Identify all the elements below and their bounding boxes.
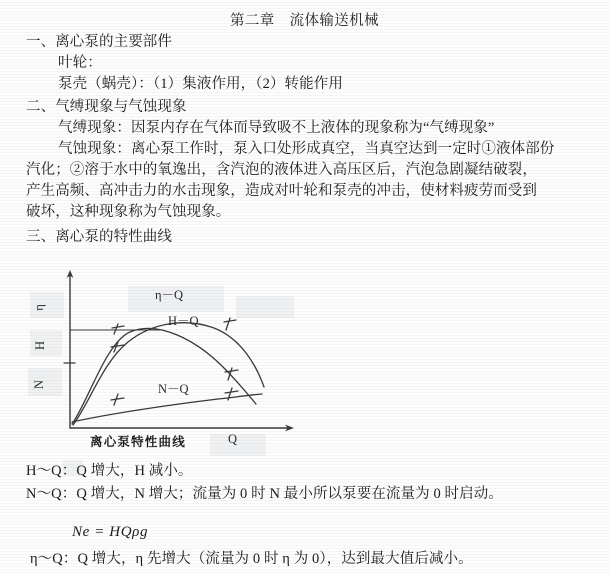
section-heading-1: 一、离心泵的主要部件 [26,34,172,50]
note-n-q: N～Q：Q 增大，N 增大；流量为 0 时 N 最小所以泵要在流量为 0 时启动。 [26,486,503,502]
formula-effective-power: Ne = HQρg [72,524,149,540]
y-axis-label-n: N [32,379,47,390]
section-1-line-1: 叶轮： [58,55,102,71]
y-axis-label-eta: η [31,304,46,311]
y-axis-label-h: H [33,340,48,351]
curve-label-eta-q: η－Q [155,288,184,302]
curve-label-n-q: N－Q [158,382,189,396]
section-2-line-5: 破坏，这种现象称为气蚀现象。 [26,204,231,220]
section-2-line-1: 气缚现象：因泵内存在气体而导致吸不上液体的现象称为“气缚现象” [58,120,495,136]
section-2-line-2: 气蚀现象：离心泵工作时，泵入口处形成真空，当真空达到一定时①液体部份 [58,141,555,157]
section-heading-3: 三、离心泵的特性曲线 [26,229,172,245]
x-axis-label-q: Q [228,432,238,446]
curve-label-h-q: H－Q [168,314,199,328]
section-1-line-2: 泵壳（蜗壳）：（1）集液作用，（2）转能作用 [58,76,343,92]
page-title: 第二章 流体输送机械 [230,13,379,29]
section-2-line-4: 产生高频、高冲击力的水击现象，造成对叶轮和泵壳的冲击，使材料疲劳而受到 [26,183,537,199]
note-h-q: H～Q：Q 增大，H 减小。 [26,463,193,479]
figure-caption: 离心泵特性曲线 [90,434,186,449]
section-2-line-3: 汽化；②溶于水中的氧逸出，含汽泡的液体进入高压区后，汽泡急剧凝结破裂， [26,162,537,178]
section-heading-2: 二、气缚现象与气蚀现象 [26,99,187,115]
note-eta-q: η～Q：Q 增大，η 先增大（流量为 0 时 η 为 0），达到最大值后减小。 [30,551,473,567]
